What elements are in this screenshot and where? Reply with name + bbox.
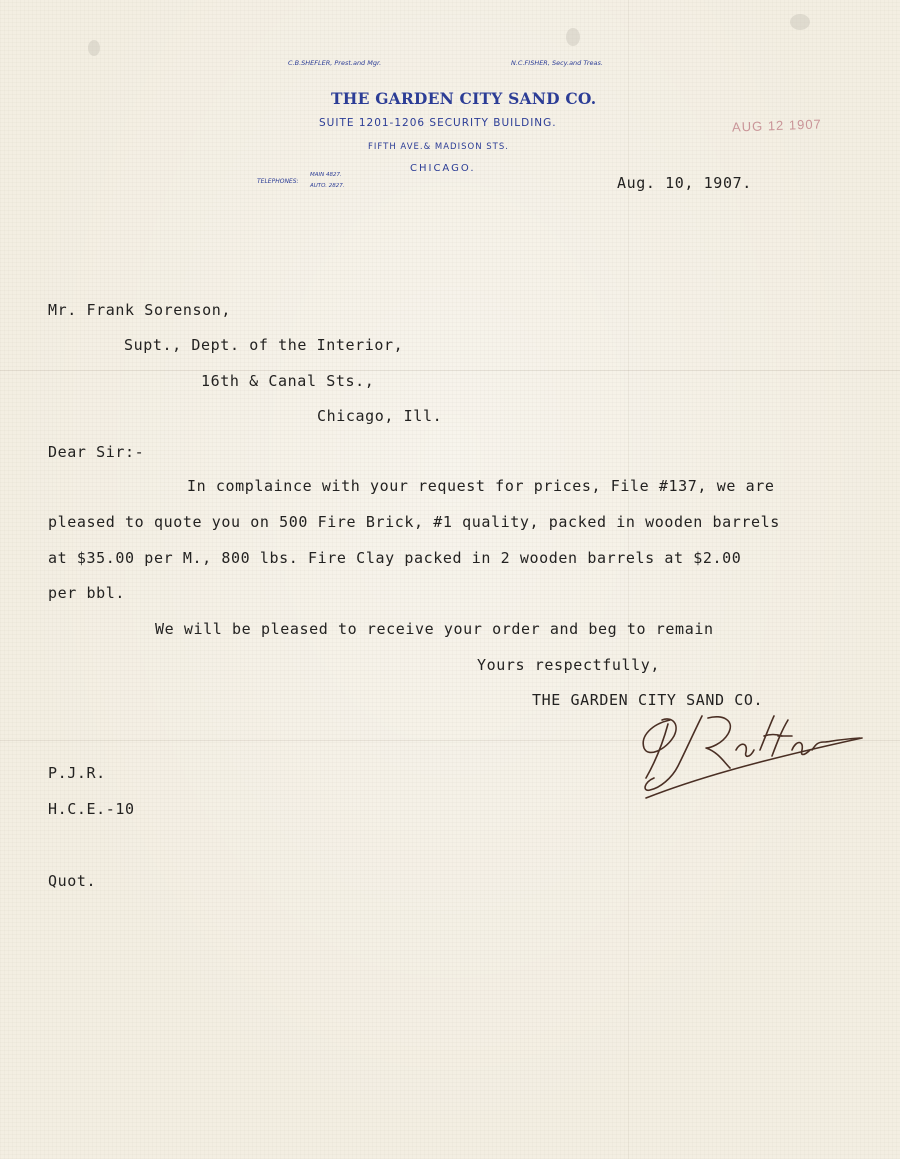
letterhead-address: FIFTH AVE.& MADISON STS. bbox=[368, 142, 509, 152]
recipient-title: Supt., Dept. of the Interior, bbox=[124, 336, 404, 354]
letterhead-tel-main: MAIN 4827. bbox=[310, 172, 342, 178]
recipient-name: Mr. Frank Sorenson, bbox=[48, 301, 231, 319]
letter-date: Aug. 10, 1907. bbox=[617, 174, 752, 192]
body-line-2: pleased to quote you on 500 Fire Brick, #1 quality, packed in wooden barrels bbox=[48, 513, 780, 531]
letterhead-company: THE GARDEN CITY SAND CO. bbox=[331, 89, 597, 108]
handwritten-signature bbox=[632, 706, 872, 806]
letterhead-president: C.B.SHEFLER, Prest.and Mgr. bbox=[288, 59, 382, 67]
typist-initials: P.J.R. bbox=[48, 764, 106, 782]
signature-company: THE GARDEN CITY SAND CO. bbox=[532, 691, 764, 709]
reference-code: H.C.E.-10 bbox=[48, 800, 135, 818]
punch-mark bbox=[790, 14, 810, 30]
body-line-1: In complaince with your request for prices, File #137, we are bbox=[187, 477, 775, 495]
punch-mark bbox=[88, 40, 100, 56]
paper-fold-line bbox=[0, 370, 900, 371]
body-line-4: per bbl. bbox=[48, 584, 126, 602]
letterhead-telephones-label: TELEPHONES: bbox=[257, 178, 299, 185]
letterhead-suite: SUITE 1201-1206 SECURITY BUILDING. bbox=[319, 117, 557, 129]
body-line-5: We will be pleased to receive your order and beg to remain bbox=[155, 620, 714, 638]
salutation: Dear Sir:- bbox=[48, 443, 145, 461]
punch-mark bbox=[566, 28, 580, 46]
recipient-street: 16th & Canal Sts., bbox=[201, 372, 375, 390]
recipient-city: Chicago, Ill. bbox=[317, 407, 443, 425]
body-line-3: at $35.00 per M., 800 lbs. Fire Clay packed in 2 wooden barrels at $2.00 bbox=[48, 549, 742, 567]
quotation-note: Quot. bbox=[48, 872, 97, 890]
letterhead-tel-auto: AUTO. 2827. bbox=[310, 183, 345, 189]
complimentary-close: Yours respectfully, bbox=[477, 656, 660, 674]
letterhead-city: CHICAGO. bbox=[410, 163, 476, 174]
letterhead-treasurer: N.C.FISHER, Secy.and Treas. bbox=[511, 59, 603, 67]
received-stamp: AUG 12 1907 bbox=[731, 116, 823, 135]
